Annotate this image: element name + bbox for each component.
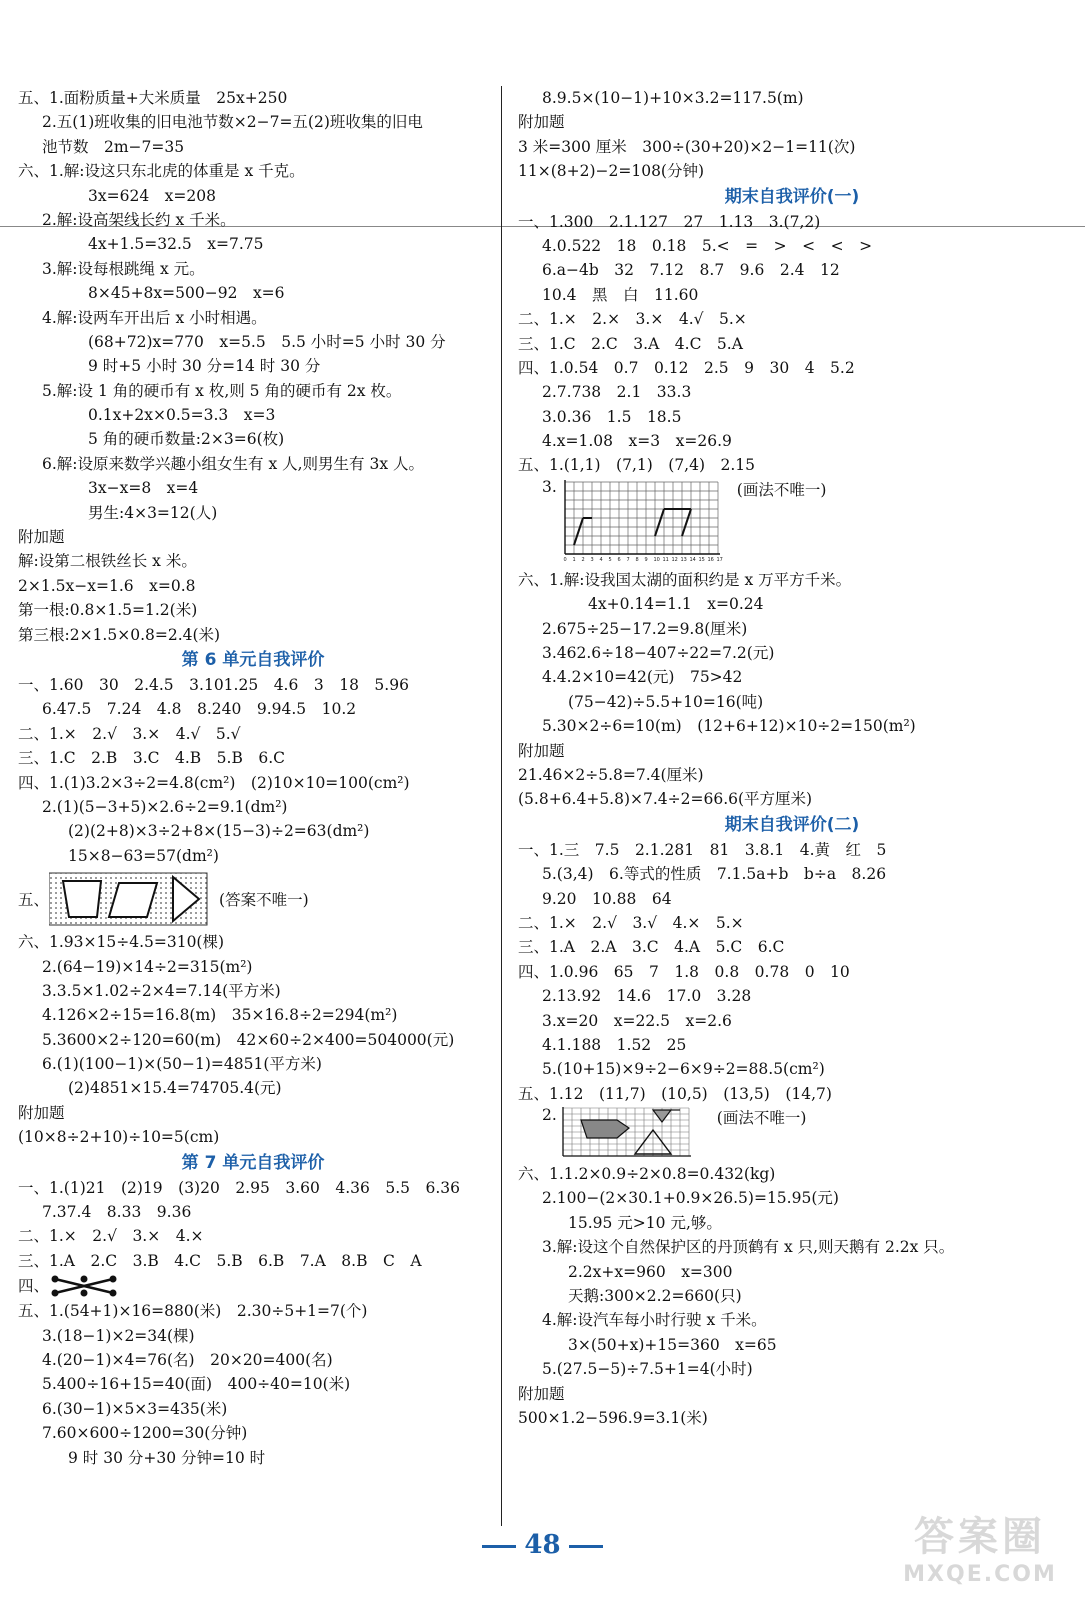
- answer-line: (5.8+6.4+5.8)×7.4÷2=66.6(平方厘米): [518, 790, 813, 809]
- answer-line: 5.(27.5−5)÷7.5+1=4(小时): [542, 1360, 753, 1379]
- answer-line: 2.解:设高架线长约 x 千米。: [42, 210, 236, 229]
- answer-line: 5 角的硬币数量:2×3=6(枚): [88, 430, 285, 449]
- answer-line: (2)(2+8)×3÷2+8×(15−3)÷2=63(dm²): [68, 822, 370, 841]
- answer-line: (75−42)÷5.5+10=16(吨): [568, 692, 764, 711]
- answer-line: 解:设第二根铁丝长 x 米。: [18, 552, 197, 571]
- x-tick-label: 0: [563, 556, 567, 563]
- answer-line: 9 时+5 小时 30 分=14 时 30 分: [88, 357, 321, 376]
- answer-line: 4x+0.14=1.1 x=0.24: [588, 595, 764, 614]
- answer-line: 5.30×2÷6=10(m) (12+6+12)×10÷2=150(m²): [542, 717, 916, 736]
- answer-line: 第三根:2×1.5×0.8=2.4(米): [18, 625, 221, 644]
- answer-line: 4.1.188 1.52 25: [542, 1035, 687, 1054]
- answer-line: 4.解:设汽车每小时行驶 x 千米。: [542, 1311, 767, 1330]
- answer-line: 第一根:0.8×1.5=1.2(米): [18, 601, 198, 620]
- x-tick-label: 2: [581, 556, 585, 563]
- figure-note: (答案不唯一): [219, 891, 309, 910]
- answer-line: 5.解:设 1 角的硬币有 x 枚,则 5 角的硬币有 2x 枚。: [42, 381, 402, 400]
- left-column: [18, 86, 488, 1470]
- x-tick-label: 10: [653, 556, 660, 563]
- bonus-title: 附加题: [18, 1103, 65, 1122]
- figure-note: (画法不唯一): [736, 480, 827, 499]
- answer-line: 3x=624 x=208: [88, 186, 216, 205]
- answer-line: 天鹅:300×2.2=660(只): [568, 1287, 742, 1306]
- answer-line: 2×1.5x−x=1.6 x=0.8: [18, 576, 196, 595]
- answer-line: 2.675÷25−17.2=9.8(厘米): [542, 619, 748, 638]
- site-watermark: [885, 1505, 1075, 1587]
- x-tick-label: 16: [707, 556, 714, 563]
- bonus-title: 附加题: [518, 741, 565, 760]
- grid-figure-row: [518, 478, 1066, 568]
- answer-line: 六、1.解:设我国太湖的面积约是 x 万平方千米。: [518, 570, 852, 589]
- x-tick-label: 8: [635, 556, 639, 563]
- bonus-title: 附加题: [518, 1384, 565, 1403]
- trapezoid-shape: [63, 881, 101, 917]
- page-number-value: 48: [524, 1530, 561, 1560]
- figure-label: 四、: [18, 1277, 50, 1296]
- answer-line: 一、1.300 2.1.127 27 1.13 3.(7,2): [518, 212, 821, 231]
- answer-line: 六、1.93×15÷4.5=310(棵): [18, 933, 225, 952]
- answer-line: 4.x=1.08 x=3 x=26.9: [542, 432, 732, 451]
- coordinate-grid-figure-2: [557, 1106, 707, 1162]
- page-number-dash: [482, 1545, 516, 1548]
- answer-line: 3.3.5×1.02÷2×4=7.14(平方米): [42, 981, 281, 1000]
- answer-line: 4.0.522 18 0.18 5.< = > < < >: [542, 236, 873, 255]
- answer-line: 3×(50+x)+15=360 x=65: [568, 1335, 777, 1354]
- section-heading-unit-7: 第 7 单元自我评价: [181, 1152, 325, 1173]
- x-tick-label: 5: [608, 556, 612, 563]
- answer-line: (2)4851×15.4=74705.4(元): [68, 1079, 282, 1098]
- answer-line: 四、1.0.54 0.7 0.12 2.5 9 30 4 5.2: [518, 358, 855, 377]
- answer-line: 7.37.4 8.33 9.36: [42, 1203, 192, 1222]
- answer-line: 7.60×600÷1200=30(分钟): [42, 1424, 248, 1443]
- answer-line: 10.4 黑 白 11.60: [542, 285, 699, 304]
- answer-line: 池节数 2m−7=35: [42, 137, 185, 156]
- x-tick-label: 4: [599, 556, 603, 563]
- answer-line: 3.解:设每根跳绳 x 元。: [42, 259, 205, 278]
- drawn-segment: [655, 509, 664, 536]
- x-tick-label: 9: [644, 556, 648, 563]
- answer-line: 3.0.36 1.5 18.5: [542, 407, 682, 426]
- answer-line: 五、1.(54+1)×16=880(米) 2.30÷5+1=7(个): [18, 1302, 368, 1321]
- answer-line: (68+72)x=770 x=5.5 5.5 小时=5 小时 30 分: [88, 332, 446, 351]
- answer-line: 2.(1)(5−3+5)×2.6÷2=9.1(dm²): [42, 797, 288, 816]
- answer-line: 15.95 元>10 元,够。: [568, 1213, 722, 1232]
- answer-line: 二、1.× 2.√ 3.√ 4.× 5.×: [518, 913, 744, 932]
- answer-line: 2.100−(2×30.1+0.9×26.5)=15.95(元): [542, 1189, 839, 1208]
- x-tick-label: 11: [662, 556, 669, 563]
- answer-line: 4.4.2×10=42(元) 75>42: [542, 668, 743, 687]
- answer-line: 8.9.5×(10−1)+10×3.2=117.5(m): [542, 89, 804, 107]
- answer-line: 6.a−4b 32 7.12 8.7 9.6 2.4 12: [542, 261, 840, 280]
- answer-line: 二、1.× 2.√ 3.× 4.×: [18, 1227, 204, 1246]
- answer-line: 3 米=300 厘米 300÷(30+20)×2−1=11(次): [518, 137, 856, 156]
- answer-line: 2.(64−19)×14÷2=315(m²): [42, 957, 253, 976]
- answer-line: 3.x=20 x=22.5 x=2.6: [542, 1011, 732, 1030]
- coordinate-grid-figure: [557, 478, 727, 566]
- shaded-polygon: [581, 1120, 629, 1138]
- answer-line: 5.3600×2÷120=60(m) 42×60÷2×400=504000(元): [42, 1030, 455, 1049]
- answer-line: 6.解:设原来数学兴趣小组女生有 x 人,则男生有 3x 人。: [42, 454, 424, 473]
- dotted-grid-shapes-figure: [49, 871, 209, 927]
- x-tick-label: 3: [590, 556, 594, 563]
- answer-line: 一、1.60 30 2.4.5 3.101.25 4.6 3 18 5.96: [18, 675, 409, 694]
- answer-line: 一、1.三 7.5 2.1.281 81 3.8.1 4.黄 红 5: [518, 840, 887, 859]
- grid-figure-row-2: [518, 1106, 1066, 1162]
- section-heading-unit-6: 第 6 单元自我评价: [181, 649, 325, 670]
- answer-line: 六、1.1.2×0.9÷2×0.8=0.432(kg): [518, 1165, 776, 1184]
- x-tick-label: 15: [698, 556, 705, 563]
- answer-line: (10×8÷2+10)÷10=5(cm): [18, 1128, 220, 1147]
- drawn-segment: [682, 509, 691, 536]
- answer-line: 21.46×2÷5.8=7.4(厘米): [518, 765, 704, 784]
- answer-line: 五、1.12 (11,7) (10,5) (13,5) (14,7): [518, 1084, 832, 1103]
- bonus-title: 附加题: [18, 528, 65, 547]
- answer-line: 11×(8+2)−2=108(分钟): [518, 162, 705, 181]
- figure-label: 3.: [542, 477, 557, 496]
- x-tick-label: 6: [617, 556, 621, 563]
- answer-line: 二、1.× 2.√ 3.× 4.√ 5.√: [18, 724, 241, 743]
- section-heading-final-1: 期末自我评价(一): [724, 186, 860, 207]
- bonus-title: 附加题: [518, 113, 565, 132]
- answer-line: 6.47.5 7.24 4.8 8.240 9.94.5 10.2: [42, 700, 357, 719]
- answer-line: 六、1.解:设这只东北虎的体重是 x 千克。: [18, 162, 305, 181]
- answer-line: 6.(30−1)×5×3=435(米): [42, 1399, 228, 1418]
- watermark-url-text: MXQE.COM: [903, 1562, 1057, 1587]
- figure-note: (画法不唯一): [716, 1109, 807, 1128]
- x-tick-label: 12: [671, 556, 678, 563]
- answer-line: 男生:4×3=12(人): [88, 503, 218, 522]
- figure-label: 2.: [542, 1106, 557, 1125]
- answer-line: 5.(10+15)×9÷2−6×9÷2=88.5(cm²): [542, 1060, 825, 1079]
- x-tick-label: 7: [626, 556, 630, 563]
- page-number-dash: [569, 1545, 603, 1548]
- answer-line: 2.13.92 14.6 17.0 3.28: [542, 987, 752, 1006]
- column-divider: [501, 86, 502, 1526]
- answer-line: 9 时 30 分+30 分钟=10 时: [68, 1448, 266, 1467]
- answer-line: 15×8−63=57(dm²): [68, 846, 219, 865]
- answer-line: 4.(20−1)×4=76(名) 20×20=400(名): [42, 1350, 333, 1369]
- answer-line: 3.解:设这个自然保护区的丹顶鹤有 x 只,则天鹅有 2.2x 只。: [542, 1238, 955, 1257]
- watermark-logo-text: 答案圈: [914, 1514, 1046, 1560]
- answer-line: 五、1.(1,1) (7,1) (7,4) 2.15: [518, 456, 756, 475]
- answer-line: 5.(3,4) 6.等式的性质 7.1.5a+b b÷a 8.26: [542, 865, 887, 884]
- answer-line: 四、1.0.96 65 7 1.8 0.8 0.78 0 10: [518, 962, 850, 981]
- answer-line: 3.462.6÷18−407÷22=7.2(元): [542, 644, 775, 663]
- answer-line: 4.解:设两车开出后 x 小时相遇。: [42, 308, 267, 327]
- matching-lines-figure: [49, 1274, 119, 1298]
- figure-shapes-row: [18, 868, 488, 930]
- answer-line: 五、1.面粉质量+大米质量 25x+250: [18, 89, 288, 107]
- answer-line: 500×1.2−596.9=3.1(米): [518, 1408, 708, 1427]
- answer-line: 9.20 10.88 64: [542, 889, 672, 908]
- x-tick-label: 14: [689, 556, 696, 563]
- figure-label: 五、: [18, 891, 50, 910]
- answer-line: 3x−x=8 x=4: [88, 479, 199, 498]
- right-column: [518, 86, 1066, 1430]
- matching-figure-row: [18, 1273, 488, 1299]
- x-tick-label: 1: [572, 556, 576, 563]
- answer-line: 4x+1.5=32.5 x=7.75: [88, 235, 264, 254]
- answer-line: 二、1.× 2.× 3.× 4.√ 5.×: [518, 310, 747, 329]
- answer-line: 三、1.C 2.C 3.A 4.C 5.A: [518, 334, 743, 353]
- answer-line: 2.2x+x=960 x=300: [568, 1262, 733, 1281]
- answer-line: 4.126×2÷15=16.8(m) 35×16.8÷2=294(m²): [42, 1006, 398, 1025]
- answer-line: 2.五(1)班收集的旧电池节数×2−7=五(2)班收集的旧电: [42, 113, 423, 132]
- answer-line: 三、1.A 2.A 3.C 4.A 5.C 6.C: [518, 938, 785, 957]
- answer-line: 2.7.738 2.1 33.3: [542, 383, 692, 402]
- section-heading-final-2: 期末自我评价(二): [724, 814, 860, 835]
- answer-line: 四、1.(1)3.2×3÷2=4.8(cm²) (2)10×10=100(cm²): [18, 773, 410, 792]
- answer-line: 6.(1)(100−1)×(50−1)=4851(平方米): [42, 1055, 322, 1074]
- answer-line: 一、1.(1)21 (2)19 (3)20 2.95 3.60 4.36 5.5 6.36: [18, 1178, 461, 1197]
- answer-line: 8×45+8x=500−92 x=6: [88, 284, 285, 303]
- answer-line: 0.1x+2x×0.5=3.3 x=3: [88, 406, 276, 425]
- x-tick-label: 13: [680, 556, 687, 563]
- answer-line: 三、1.C 2.B 3.C 4.B 5.B 6.C: [18, 749, 285, 768]
- drawn-segment: [574, 518, 583, 545]
- answer-line: 5.400÷16+15=40(面) 400÷40=10(米): [42, 1375, 351, 1394]
- answer-line: 3.(18−1)×2=34(棵): [42, 1326, 195, 1345]
- x-tick-label: 17: [716, 556, 723, 563]
- answer-line: 三、1.A 2.C 3.B 4.C 5.B 6.B 7.A 8.B C A: [18, 1251, 422, 1270]
